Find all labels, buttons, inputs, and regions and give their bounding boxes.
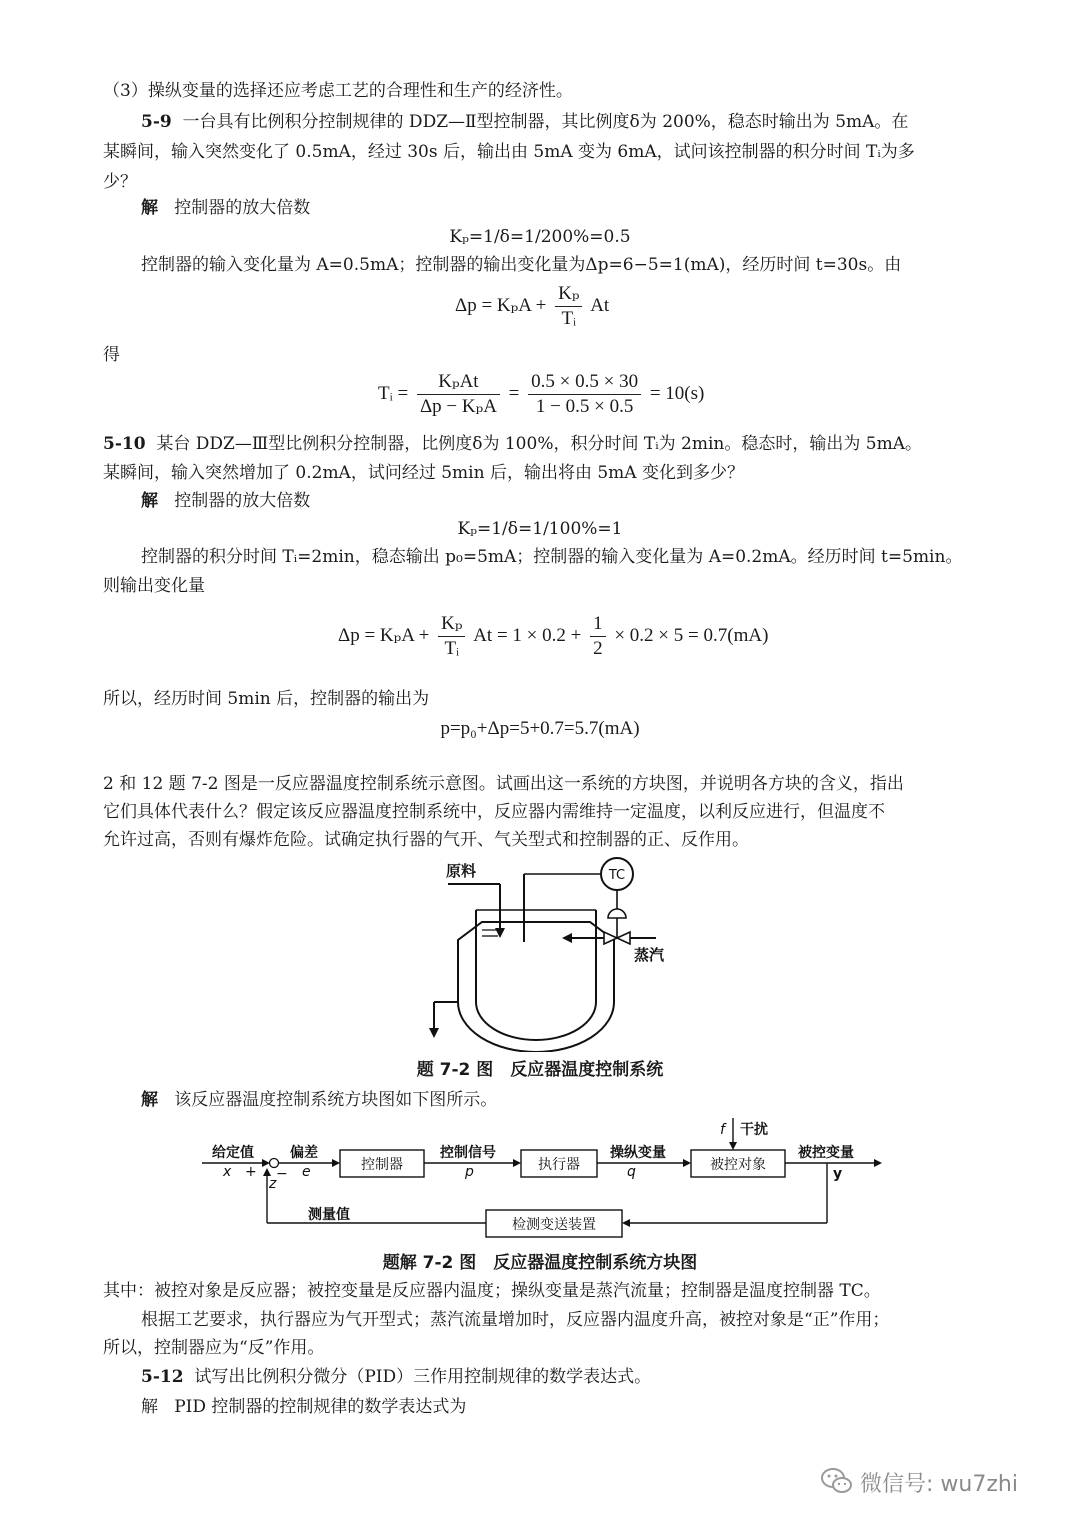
wechat-icon (820, 1466, 854, 1496)
problem-5-10-line2: 某瞬间，输入突然增加了 0.2mA，试问经过 5min 后，输出将由 5mA 变化到多少？ (103, 463, 744, 483)
reactor-diagram (420, 852, 680, 1052)
tc-label: TC (608, 868, 626, 883)
fraction-kp-ti (438, 612, 465, 661)
kp-equation-5-9: Kₚ=1/δ=1/200%=0.5 (449, 227, 631, 247)
solution-label: 解 (141, 198, 158, 218)
steam-arrow-icon (562, 933, 572, 943)
equation-delta-p-5-10 (338, 612, 768, 661)
arrow-icon (513, 1159, 521, 1167)
arrow-icon (263, 1168, 271, 1176)
manipulated-label: 操纵变量 (610, 1145, 666, 1161)
controlled-variable-label: 被控变量 (798, 1145, 854, 1161)
eq-rhs: At (590, 294, 610, 316)
valve-body-left (604, 932, 617, 944)
problem-7-2-line2: 它们具体代表什么？假定该反应器温度控制系统中，反应器内需维持一定温度，以利反应进行，但温度不 (103, 802, 885, 822)
eq-rhs: × 0.2 × 5 = 0.7(mA) (614, 624, 769, 646)
arrow-icon (622, 1219, 630, 1227)
solution-5-12-intro (141, 1396, 466, 1418)
problem-7-2-line3: 允许过高，否则有爆炸危险。试确定执行器的气开、气关型式和控制器的正、反作用。 (103, 830, 749, 850)
problem-text: 试写出比例积分微分（PID）三作用控制规律的数学表达式。 (194, 1367, 652, 1387)
outlet-arrow-icon (429, 1028, 439, 1038)
minus-sign: − (276, 1166, 288, 1182)
problem-number: 5-12 (141, 1367, 184, 1387)
solution-5-9-intro (141, 197, 310, 219)
arrow-icon (683, 1159, 691, 1167)
solution-text: 控制器的放大倍数 (174, 198, 311, 218)
solution-7-2-intro (141, 1089, 497, 1111)
problem-number: 5-9 (141, 112, 172, 132)
fraction-denominator: Δp − KₚA (419, 396, 497, 417)
controller-label: 控制器 (361, 1157, 403, 1173)
arrow-icon (332, 1159, 340, 1167)
fraction-numerator: Kₚ (555, 282, 582, 307)
kp-equation-5-10: Kₚ=1/δ=1/100%=1 (457, 519, 623, 539)
problem-5-9-line3: 少？ (103, 172, 137, 192)
y-label: y (833, 1166, 843, 1182)
problem-text: 某台 DDZ—Ⅲ型比例积分控制器，比例度δ为 100%，积分时间 Tᵢ为 2min。稳态时，输出为 5mA。 (156, 434, 922, 454)
figure-caption-7-2: 题 7-2 图 反应器温度控制系统 (416, 1060, 664, 1080)
setpoint-label: 给定值 (212, 1145, 254, 1161)
watermark (820, 1462, 1050, 1502)
steam-label: 蒸汽 (634, 946, 665, 964)
answer-line3: 所以，控制器应为“反”作用。 (103, 1338, 325, 1358)
e-label: e (302, 1164, 311, 1180)
fraction-denominator: Tᵢ (444, 638, 460, 659)
feed-label: 原料 (446, 862, 477, 880)
fraction-half (590, 612, 606, 661)
solution-label: 解 (141, 1090, 158, 1110)
fraction-kp-ti (555, 282, 582, 331)
fraction-denominator: 1 − 0.5 × 0.5 (535, 396, 634, 417)
answer-line1: 其中：被控对象是反应器；被控变量是反应器内温度；操纵变量是蒸汽流量；控制器是温度控制器 TC。 (103, 1281, 881, 1301)
actuator-label: 执行器 (538, 1157, 580, 1173)
valve-body-right (617, 932, 630, 944)
fraction-numerator: KₚAt (417, 370, 500, 395)
problem-5-9-line2: 某瞬间，输入突然变化了 0.5mA，经过 30s 后，输出由 5mA 变为 6mA，试问该控制器的积分时间 Tᵢ为多 (103, 142, 915, 162)
plus-sign: + (245, 1164, 257, 1180)
eq-equals: = (508, 382, 520, 404)
z-label: z (269, 1176, 277, 1192)
reactor-jacket (458, 922, 614, 1052)
eq-lhs: Tᵢ = (378, 382, 409, 404)
arrow-icon (729, 1142, 737, 1150)
given-5-10-line2: 则输出变化量 (103, 576, 205, 596)
q-label: q (627, 1164, 636, 1180)
fraction-numeric (528, 370, 641, 419)
problem-text: 一台具有比例积分控制规律的 DDZ—Ⅱ型控制器，其比例度δ为 200%，稳态时输出为 5mA。在 (182, 112, 909, 132)
fraction-denominator: Tᵢ (561, 308, 577, 329)
f-label: f (720, 1122, 725, 1138)
de-text: 得 (103, 345, 120, 365)
solution-text: PID 控制器的控制规律的数学表达式为 (174, 1397, 467, 1417)
x-label: x (223, 1164, 232, 1180)
block-diagram (190, 1112, 890, 1242)
paragraph-3: （3）操纵变量的选择还应考虑工艺的合理性和生产的经济性。 (103, 81, 573, 101)
fraction-numerator: 1 (590, 612, 606, 637)
eq-rhs: = 10(s) (649, 382, 705, 404)
transmitter-label: 检测变送装置 (512, 1217, 596, 1233)
eq-middle: At = 1 × 0.2 + (473, 624, 582, 646)
fraction-denominator: 2 (593, 638, 603, 659)
fraction-kpat (417, 370, 500, 419)
result-equation-5-10: p=p₀+Δp=5+0.7=5.7(mA) (440, 718, 640, 739)
eq-lhs: Δp = KₚA + (455, 294, 547, 316)
arrow-icon (874, 1159, 882, 1167)
equation-delta-p-5-9 (455, 282, 609, 331)
problem-5-10-line1 (103, 433, 922, 455)
watermark-text: 微信号: wu7zhi (860, 1472, 1018, 1497)
plant-label: 被控对象 (710, 1157, 766, 1173)
arrow-icon (262, 1159, 270, 1167)
measured-label: 测量值 (308, 1207, 350, 1223)
problem-number: 5-10 (103, 434, 146, 454)
fraction-numerator: 0.5 × 0.5 × 30 (528, 370, 641, 395)
block-diagram-caption: 题解 7-2 图 反应器温度控制系统方块图 (382, 1253, 698, 1273)
solution-5-10-intro (141, 490, 310, 512)
problem-7-2-line1: 2 和 12 题 7-2 图是一反应器温度控制系统示意图。试画出这一系统的方块图，并说明各方块的含义，指出 (103, 774, 904, 794)
problem-5-12 (141, 1366, 651, 1388)
equation-ti-5-9 (378, 370, 704, 419)
eq-lhs: Δp = KₚA + (338, 624, 430, 646)
fraction-numerator: Kₚ (438, 612, 465, 637)
answer-line2: 根据工艺要求，执行器应为气开型式；蒸汽流量增加时，反应器内温度升高，被控对象是“正”作用； (141, 1310, 890, 1330)
valve-actuator-icon (608, 909, 626, 918)
solution-text: 控制器的放大倍数 (174, 491, 311, 511)
problem-5-9-line1 (141, 111, 908, 133)
error-label: 偏差 (290, 1145, 318, 1161)
solution-text: 该反应器温度控制系统方块图如下图所示。 (174, 1090, 498, 1110)
solution-label: 解 (141, 1397, 158, 1417)
control-signal-label: 控制信号 (440, 1145, 496, 1161)
given-5-10-line1: 控制器的积分时间 Tᵢ=2min，稳态输出 p₀=5mA；控制器的输入变化量为 A=0.2mA。经历时间 t=5min。 (141, 547, 963, 567)
solution-label: 解 (141, 491, 158, 511)
given-5-9: 控制器的输入变化量为 A=0.5mA；控制器的输出变化量为Δp=6−5=1(mA)，经历时间 t=30s。由 (141, 255, 902, 275)
disturbance-label: 干扰 (740, 1122, 768, 1138)
result-intro-5-10: 所以，经历时间 5min 后，控制器的输出为 (103, 689, 430, 709)
p-label: p (465, 1164, 474, 1180)
